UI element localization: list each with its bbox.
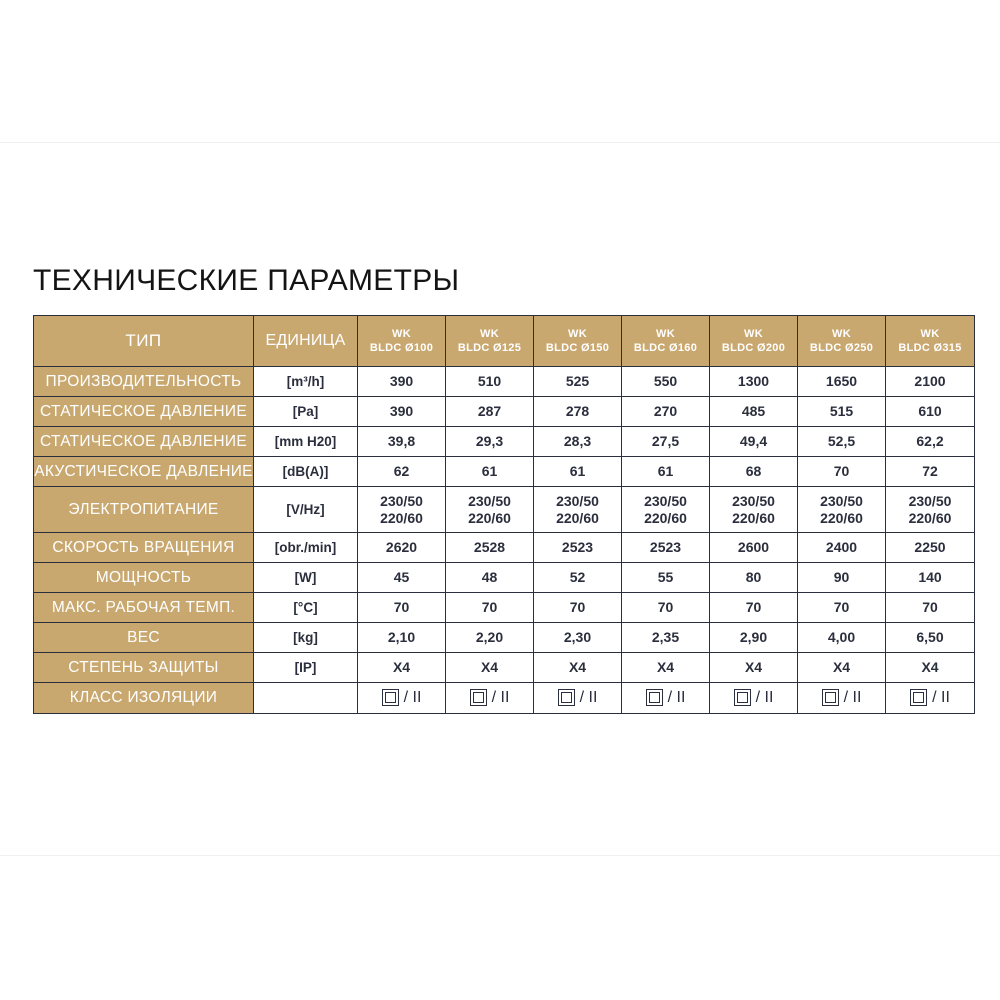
unit-cell: [°C] xyxy=(254,593,358,623)
insulation-class-text: / II xyxy=(403,689,422,706)
double-square-icon xyxy=(822,689,839,706)
value-cell: 230/50 220/60 xyxy=(446,487,534,533)
double-square-icon xyxy=(470,689,487,706)
insulation-class xyxy=(382,689,422,706)
insulation-class xyxy=(646,689,686,706)
value-cell: 70 xyxy=(886,593,975,623)
divider-bottom xyxy=(0,855,1000,856)
value-cell: X4 xyxy=(358,653,446,683)
value-cell: 70 xyxy=(534,593,622,623)
header-unit: ЕДИНИЦА xyxy=(254,316,358,367)
double-square-icon xyxy=(734,689,751,706)
value-cell: 230/50 220/60 xyxy=(534,487,622,533)
param-label: СТАТИЧЕСКОЕ ДАВЛЕНИЕ xyxy=(34,397,254,427)
value-cell: 2528 xyxy=(446,533,534,563)
unit-cell: [kg] xyxy=(254,623,358,653)
value-cell: 270 xyxy=(622,397,710,427)
double-square-icon xyxy=(382,689,399,706)
header-model: WK BLDC Ø100 xyxy=(358,316,446,367)
param-label: МОЩНОСТЬ xyxy=(34,563,254,593)
value-cell: 61 xyxy=(534,457,622,487)
value-cell xyxy=(710,683,798,714)
insulation-class xyxy=(470,689,510,706)
table-row xyxy=(34,457,975,487)
unit-cell: [m³/h] xyxy=(254,367,358,397)
table-row xyxy=(34,367,975,397)
value-cell: 29,3 xyxy=(446,427,534,457)
value-cell: 2,20 xyxy=(446,623,534,653)
table-row xyxy=(34,623,975,653)
value-cell: 485 xyxy=(710,397,798,427)
value-cell: 49,4 xyxy=(710,427,798,457)
value-cell: 90 xyxy=(798,563,886,593)
value-cell: 80 xyxy=(710,563,798,593)
insulation-class-text: / II xyxy=(667,689,686,706)
value-cell: X4 xyxy=(622,653,710,683)
value-cell: 2250 xyxy=(886,533,975,563)
table-row xyxy=(34,683,975,714)
spec-table xyxy=(33,315,975,714)
insulation-class xyxy=(734,689,774,706)
insulation-class-text: / II xyxy=(843,689,862,706)
unit-cell: [mm H20] xyxy=(254,427,358,457)
header-model: WK BLDC Ø315 xyxy=(886,316,975,367)
value-cell: X4 xyxy=(798,653,886,683)
value-cell: 2600 xyxy=(710,533,798,563)
value-cell: 2,10 xyxy=(358,623,446,653)
table-row xyxy=(34,487,975,533)
value-cell: 62,2 xyxy=(886,427,975,457)
param-label: КЛАСС ИЗОЛЯЦИИ xyxy=(34,683,254,714)
unit-cell xyxy=(254,683,358,714)
value-cell: 28,3 xyxy=(534,427,622,457)
insulation-class xyxy=(822,689,862,706)
value-cell: 278 xyxy=(534,397,622,427)
value-cell: 230/50 220/60 xyxy=(710,487,798,533)
insulation-class-text: / II xyxy=(579,689,598,706)
value-cell: 230/50 220/60 xyxy=(886,487,975,533)
value-cell: 390 xyxy=(358,367,446,397)
value-cell xyxy=(534,683,622,714)
value-cell: 610 xyxy=(886,397,975,427)
value-cell: 39,8 xyxy=(358,427,446,457)
value-cell: 61 xyxy=(622,457,710,487)
value-cell: 2523 xyxy=(534,533,622,563)
value-cell: X4 xyxy=(886,653,975,683)
value-cell: 70 xyxy=(358,593,446,623)
header-model: WK BLDC Ø150 xyxy=(534,316,622,367)
insulation-class xyxy=(558,689,598,706)
unit-cell: [IP] xyxy=(254,653,358,683)
value-cell xyxy=(886,683,975,714)
param-label: ВЕС xyxy=(34,623,254,653)
header-type: ТИП xyxy=(34,316,254,367)
value-cell: 287 xyxy=(446,397,534,427)
value-cell: 70 xyxy=(798,457,886,487)
value-cell: 27,5 xyxy=(622,427,710,457)
table-row xyxy=(34,593,975,623)
param-label: ПРОИЗВОДИТЕЛЬНОСТЬ xyxy=(34,367,254,397)
insulation-class-text: / II xyxy=(932,689,950,706)
param-label: СТАТИЧЕСКОЕ ДАВЛЕНИЕ xyxy=(34,427,254,457)
unit-cell: [obr./min] xyxy=(254,533,358,563)
unit-cell: [dB(A)] xyxy=(254,457,358,487)
unit-cell: [V/Hz] xyxy=(254,487,358,533)
value-cell xyxy=(622,683,710,714)
table-row xyxy=(34,533,975,563)
value-cell xyxy=(798,683,886,714)
param-label: МАКС. РАБОЧАЯ ТЕМП. xyxy=(34,593,254,623)
value-cell: 2523 xyxy=(622,533,710,563)
value-cell: 48 xyxy=(446,563,534,593)
value-cell: 140 xyxy=(886,563,975,593)
value-cell: 230/50 220/60 xyxy=(622,487,710,533)
value-cell: X4 xyxy=(710,653,798,683)
insulation-class-text: / II xyxy=(755,689,774,706)
param-label: СТЕПЕНЬ ЗАЩИТЫ xyxy=(34,653,254,683)
value-cell: 2,90 xyxy=(710,623,798,653)
value-cell: 1300 xyxy=(710,367,798,397)
value-cell: 2,35 xyxy=(622,623,710,653)
unit-cell: [W] xyxy=(254,563,358,593)
value-cell: X4 xyxy=(534,653,622,683)
value-cell: 72 xyxy=(886,457,975,487)
double-square-icon xyxy=(910,689,927,706)
value-cell: 2,30 xyxy=(534,623,622,653)
value-cell: 2100 xyxy=(886,367,975,397)
value-cell: 61 xyxy=(446,457,534,487)
value-cell xyxy=(446,683,534,714)
header-row xyxy=(34,316,975,367)
header-model: WK BLDC Ø200 xyxy=(710,316,798,367)
unit-cell: [Pa] xyxy=(254,397,358,427)
double-square-icon xyxy=(558,689,575,706)
value-cell: 2620 xyxy=(358,533,446,563)
value-cell: 230/50 220/60 xyxy=(798,487,886,533)
value-cell: 4,00 xyxy=(798,623,886,653)
value-cell: 68 xyxy=(710,457,798,487)
value-cell: 6,50 xyxy=(886,623,975,653)
value-cell: 55 xyxy=(622,563,710,593)
value-cell: 510 xyxy=(446,367,534,397)
value-cell: 62 xyxy=(358,457,446,487)
value-cell: 1650 xyxy=(798,367,886,397)
value-cell: 2400 xyxy=(798,533,886,563)
table-row xyxy=(34,397,975,427)
value-cell: 70 xyxy=(710,593,798,623)
header-model: WK BLDC Ø125 xyxy=(446,316,534,367)
value-cell: 230/50 220/60 xyxy=(358,487,446,533)
table-row xyxy=(34,427,975,457)
insulation-class-text: / II xyxy=(491,689,510,706)
header-model: WK BLDC Ø160 xyxy=(622,316,710,367)
page-title: ТЕХНИЧЕСКИЕ ПАРАМЕТРЫ xyxy=(33,264,460,297)
divider-top xyxy=(0,142,1000,143)
value-cell: 70 xyxy=(798,593,886,623)
table-row xyxy=(34,653,975,683)
insulation-class xyxy=(910,689,950,706)
value-cell: 70 xyxy=(446,593,534,623)
param-label: АКУСТИЧЕСКОЕ ДАВЛЕНИЕ xyxy=(34,457,254,487)
value-cell: 525 xyxy=(534,367,622,397)
double-square-icon xyxy=(646,689,663,706)
value-cell: 45 xyxy=(358,563,446,593)
value-cell: 70 xyxy=(622,593,710,623)
value-cell: 52 xyxy=(534,563,622,593)
header-model: WK BLDC Ø250 xyxy=(798,316,886,367)
value-cell: 550 xyxy=(622,367,710,397)
value-cell: X4 xyxy=(446,653,534,683)
value-cell: 390 xyxy=(358,397,446,427)
value-cell: 515 xyxy=(798,397,886,427)
param-label: СКОРОСТЬ ВРАЩЕНИЯ xyxy=(34,533,254,563)
value-cell xyxy=(358,683,446,714)
table-row xyxy=(34,563,975,593)
value-cell: 52,5 xyxy=(798,427,886,457)
param-label: ЭЛЕКТРОПИТАНИЕ xyxy=(34,487,254,533)
